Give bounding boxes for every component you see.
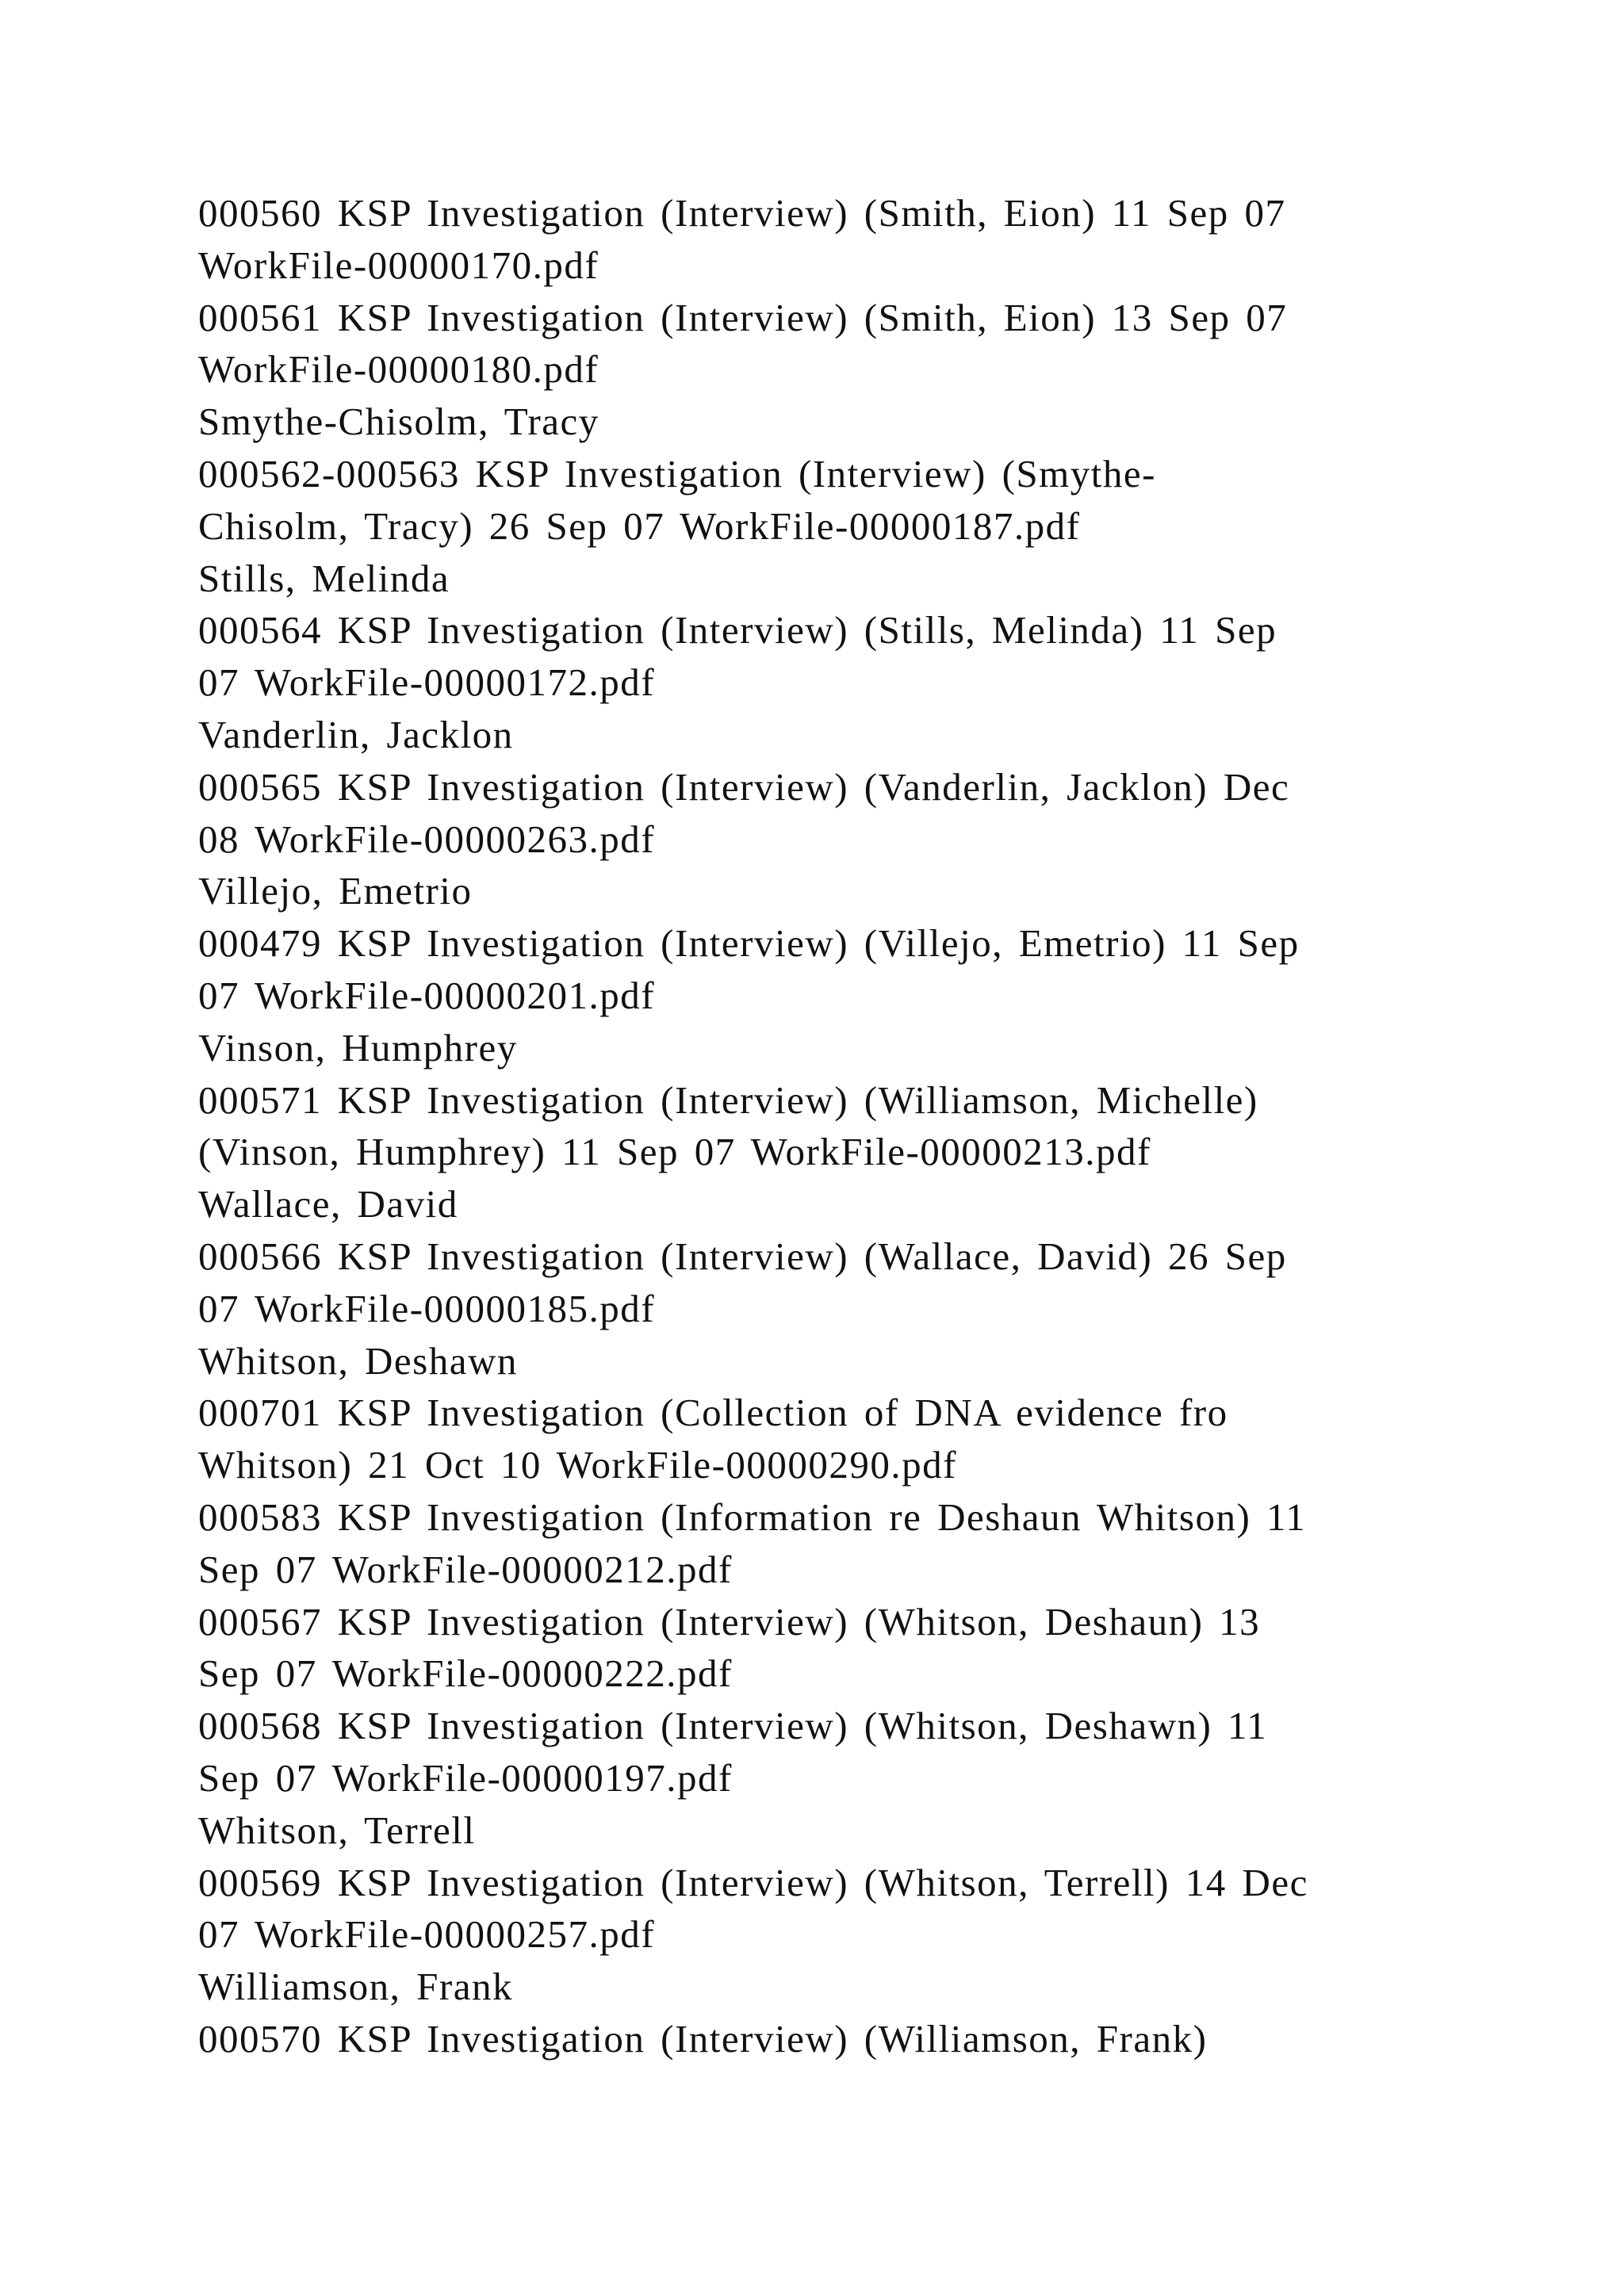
text-line: Wallace, David [198, 1182, 458, 1226]
text-line: WorkFile-00000170.pdf [198, 243, 599, 287]
text-line: 000479 KSP Investigation (Interview) (Villejo, Emetrio) 11 Sep [198, 921, 1300, 966]
text-line: Whitson, Deshawn [198, 1338, 518, 1383]
text-line: Villejo, Emetrio [198, 869, 473, 913]
text-line: Sep 07 WorkFile-00000197.pdf [198, 1755, 733, 1800]
text-line: 000560 KSP Investigation (Interview) (Smith, Eion) 11 Sep 07 [198, 191, 1286, 235]
text-line: 000570 KSP Investigation (Interview) (Williamson, Frank) [198, 2016, 1208, 2061]
text-line: 000567 KSP Investigation (Interview) (Whitson, Deshaun) 13 [198, 1599, 1261, 1644]
text-line: Sep 07 WorkFile-00000222.pdf [198, 1651, 733, 1696]
text-line: WorkFile-00000180.pdf [198, 347, 599, 392]
text-line: 000565 KSP Investigation (Interview) (Vanderlin, Jacklon) Dec [198, 764, 1290, 809]
text-line: 08 WorkFile-00000263.pdf [198, 817, 656, 861]
text-line: Vinson, Humphrey [198, 1025, 518, 1070]
text-line: 07 WorkFile-00000185.pdf [198, 1286, 656, 1330]
text-line: 000583 KSP Investigation (Information re Deshaun Whitson) 11 [198, 1494, 1307, 1539]
text-line: (Vinson, Humphrey) 11 Sep 07 WorkFile-00000213.pdf [198, 1130, 1151, 1174]
text-line: 000569 KSP Investigation (Interview) (Whitson, Terrell) 14 Dec [198, 1860, 1308, 1904]
document-page [198, 187, 1507, 2065]
text-line: Williamson, Frank [198, 1965, 513, 2009]
text-line: 07 WorkFile-00000172.pdf [198, 660, 656, 705]
text-line: Whitson, Terrell [198, 1808, 476, 1852]
text-line: 000566 KSP Investigation (Interview) (Wallace, David) 26 Sep [198, 1234, 1287, 1278]
text-line: 000564 KSP Investigation (Interview) (Stills, Melinda) 11 Sep [198, 608, 1277, 652]
text-line: 07 WorkFile-00000257.pdf [198, 1912, 656, 1957]
text-line: 000561 KSP Investigation (Interview) (Smith, Eion) 13 Sep 07 [198, 295, 1288, 339]
text-line: 000571 KSP Investigation (Interview) (Williamson, Michelle) [198, 1077, 1258, 1122]
text-line: Smythe-Chisolm, Tracy [198, 400, 599, 444]
text-line: 000562-000563 KSP Investigation (Interview) (Smythe- [198, 451, 1156, 496]
text-line: Vanderlin, Jacklon [198, 712, 514, 756]
text-line: 000568 KSP Investigation (Interview) (Whitson, Deshawn) 11 [198, 1704, 1268, 1748]
text-line: 07 WorkFile-00000201.pdf [198, 973, 656, 1017]
text-line: Sep 07 WorkFile-00000212.pdf [198, 1547, 733, 1591]
text-line: Stills, Melinda [198, 556, 450, 600]
text-line: 000701 KSP Investigation (Collection of DNA evidence fro [198, 1391, 1228, 1435]
text-line: Whitson) 21 Oct 10 WorkFile-00000290.pdf [198, 1443, 957, 1487]
text-line: Chisolm, Tracy) 26 Sep 07 WorkFile-00000187.pdf [198, 503, 1081, 548]
